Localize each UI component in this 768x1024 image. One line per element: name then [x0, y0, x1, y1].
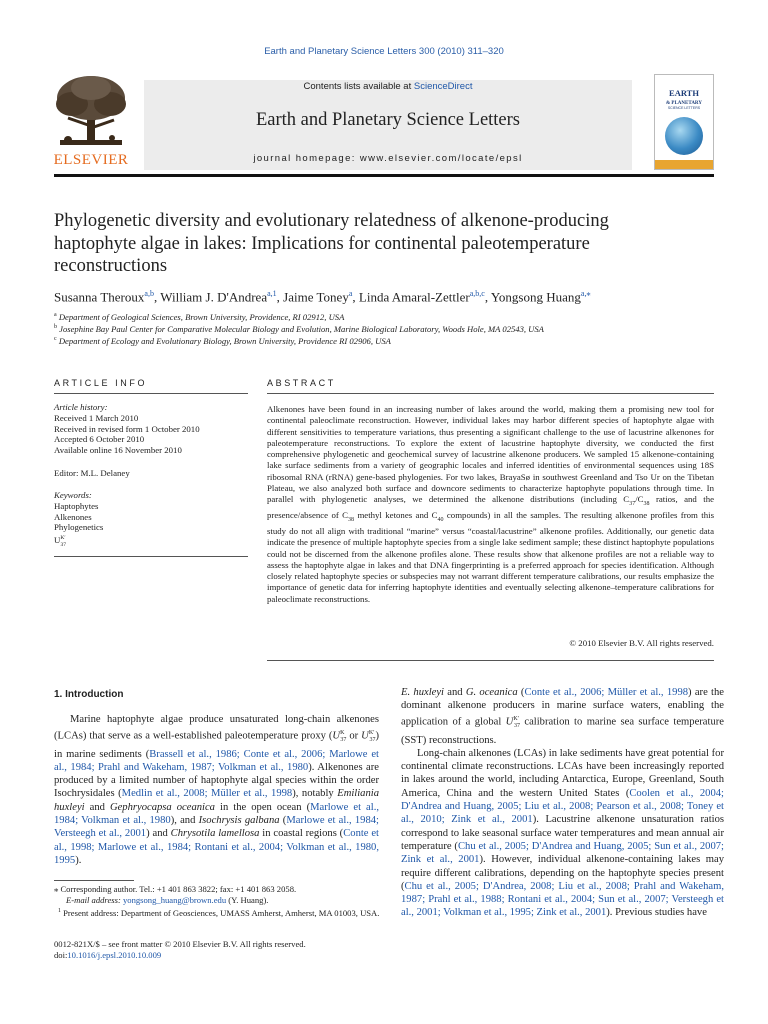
revised-date: Received in revised form 1 October 2010: [54, 423, 200, 434]
affiliation-c: $^c$ Department of Ecology and Evolutionary Biology, Brown University, Providence RI 02906, USA: [54, 336, 391, 346]
author-name[interactable]: Linda Amaral-Zettler: [358, 289, 470, 305]
author-affiliation-marker[interactable]: a: [348, 289, 353, 298]
keyword[interactable]: Haptophytes: [54, 500, 99, 511]
paragraph: Long-chain alkenones (LCAs) in lake sediments have great potential for continental climate reconstructions. LCAs have been increasingly reported in lakes around the world, including Antarctica, Europe, Greenland, South America, China and the western United States (Coolen et al., 2004; D'Andrea and Huang, 2005; Liu et al., 2008; Pearson et al., 2008; Toney et al., 2010; Zink et al., 2001). Lacustrine alkenone unsaturation ratios correspond to lake seasonal surface water temperatures and mean annual air temperature (Chu et al., 2005; D'Andrea and Huang, 2005; Sun et al., 2007; Zink et al., 2001). However, individual alkenone-containing lakes may require different calibrations, depending on the haptophyte species present (Chu et al., 2005; D'Andrea, 2008; Liu et al., 2008; Prahl and Wakeham, 1987; Prahl et al., 1988; Rontani et al., 2004; Sun et al., 2007; Versteegh et al., 2001; Volkman et al., 1995; Zink et al., 2001). Previous studies have: [401, 747, 725, 919]
section-heading: 1. Introduction: [54, 689, 124, 700]
author-affiliation-marker[interactable]: a,b: [144, 289, 154, 298]
issn-line: 0012-821X/$ – see front matter © 2010 Elsevier B.V. All rights reserved.: [54, 939, 306, 949]
author-name[interactable]: Susanna Theroux: [54, 289, 145, 305]
affiliation-a: $^a$ Department of Geological Sciences, Brown University, Providence, RI 02912, USA: [54, 312, 345, 322]
abstract-heading: ABSTRACT: [267, 378, 336, 388]
keywords: [54, 490, 254, 551]
received-date: Received 1 March 2010: [54, 412, 139, 423]
affiliation-b-text: Josephine Bay Paul Center for Comparative Molecular Biology and Evolution, Marine Biological Laboratory, Woods Hole, MA 02543, USA: [59, 324, 544, 334]
homepage-prefix: journal homepage:: [253, 153, 360, 164]
citation-link[interactable]: Conte et al., 1998; Marlowe et al., 1984; Rontani et al., 2004; Volkman et al., 1980, 1995: [54, 828, 380, 866]
present-address-note: $^1$ Present address: Department of Geosciences, UMASS Amherst, Amherst, MA 01003, USA.: [58, 907, 380, 918]
cover-title-line-2: & PLANETARY: [666, 101, 702, 106]
email-note: E-mail address: yongsong_huang@brown.edu (Y. Huang).: [66, 895, 269, 905]
affiliation-a-text: Department of Geological Sciences, Brown University, Providence, RI 02912, USA: [58, 312, 345, 322]
citation-link[interactable]: Marlowe et al., 1984; Versteegh et al., 2001: [54, 815, 379, 840]
history-label: Article history:: [54, 402, 108, 412]
body-column-left: [54, 688, 379, 867]
author-name[interactable]: Jaime Toney: [283, 289, 349, 305]
copyright: © 2010 Elsevier B.V. All rights reserved.: [569, 638, 714, 648]
doi-link[interactable]: 10.1016/j.epsl.2010.10.009: [67, 950, 162, 960]
paper-title: Phylogenetic diversity and evolutionary relatedness of alkenone-producing haptophyte algae in lakes: Implications for continental paleotemperature reconstructions: [54, 211, 609, 276]
paragraph: Marine haptophyte algae produce unsaturated long-chain alkenones (LCAs) that serve as a well-established paleotemperature proxy ($U^K_{37}$ or $U^{K'}_{37}$) in marine sediments (Brassell et al., 1986; Conte et al., 2006; Marlowe et al., 1984; Prahl and Wakeham, 1987; Volkman et al., 1980). Alkenones are produced by a limited number of haptophyte algal species within the order Isochrysidales (Medlin et al., 2008; Müller et al., 1998), notably Emiliania huxleyi and Gephryocapsa oceanica in the open ocean (Marlowe et al., 1984; Volkman et al., 1980), and Isochrysis galbana (Marlowe et al., 1984; Versteegh et al., 2001) and Chrysotila lamellosa in coastal regions (Conte et al., 1998; Marlowe et al., 1984; Rontani et al., 2004; Volkman et al., 1980, 1995).: [54, 714, 380, 866]
info-rule: [54, 393, 248, 394]
globe-icon: [665, 117, 703, 155]
citation-link[interactable]: Brassell et al., 1986; Conte et al., 2006; Marlowe et al., 1984; Prahl and Wakeham, 1987; Volkman et al., 1980: [54, 748, 379, 773]
abstract-rule: [267, 393, 714, 394]
keyword[interactable]: $U^{K'}_{37}$: [54, 535, 67, 548]
citation-link[interactable]: Marlowe et al., 1984; Volkman et al., 1980: [54, 801, 379, 827]
citation-link[interactable]: Chu et al., 2005; D'Andrea and Huang, 2005; Sun et al., 2007; Zink et al., 2001: [401, 840, 724, 866]
sciencedirect-link[interactable]: ScienceDirect: [413, 81, 473, 92]
paragraph: E. huxleyi and G. oceanica (Conte et al., 2006; Müller et al., 1998) are the dominant alkenone producers in marine surface waters, enabling the application of a global $U^{K'}_{37}$ calibration to marine sea surface temperature (SST) reconstructions.: [401, 687, 725, 746]
elsevier-wordmark: ELSEVIER: [53, 152, 129, 168]
author-affiliation-marker[interactable]: a,b,c: [469, 289, 485, 298]
cover-band: [655, 160, 713, 169]
accepted-date: Accepted 6 October 2010: [54, 434, 145, 445]
article-info-heading: ARTICLE INFO: [54, 378, 148, 388]
elsevier-logo[interactable]: [50, 74, 132, 170]
header-rule: [54, 174, 714, 177]
editor: Editor: M.L. Delaney: [54, 468, 130, 478]
author-affiliation-marker[interactable]: a,⁎: [580, 289, 591, 298]
info-rule-bottom: [54, 556, 248, 557]
email-link[interactable]: yongsong_huang@brown.edu: [122, 895, 227, 905]
corresponding-author-note: ⁎ Corresponding author. Tel.: +1 401 863 3822; fax: +1 401 863 2058.: [54, 884, 297, 894]
contents-prefix: Contents lists available at: [303, 81, 414, 92]
contents-line: [144, 81, 632, 92]
affiliation-b: $^b$ Josephine Bay Paul Center for Comparative Molecular Biology and Evolution, Marine Biological Laboratory, Woods Hole, MA 02543, USA: [54, 324, 544, 334]
citation-link[interactable]: Coolen et al., 2004; D'Andrea and Huang, 2005; Liu et al., 2008; Pearson et al., 2008; Toney et al., 2010; Zink et al., 2001: [401, 787, 725, 826]
author-name[interactable]: William J. D'Andrea: [160, 289, 268, 305]
journal-cover-image[interactable]: [654, 74, 714, 170]
keyword[interactable]: Phylogenetics: [54, 522, 104, 533]
footnote-rule: [54, 880, 134, 881]
citation-link[interactable]: Chu et al., 2005; D'Andrea, 2008; Liu et al., 2008; Prahl and Wakeham, 1987; Prahl et al., 1988; Rontani et al., 2004; Sun et al., 2007; Versteegh et al., 2001; Volkman et al., 1995; Zink et al., 2001: [401, 880, 724, 919]
cover-subtitle: SCIENCE LETTERS: [667, 106, 701, 110]
body-column-right: [401, 686, 724, 920]
journal-citation[interactable]: Earth and Planetary Science Letters 300 (2010) 311–320: [264, 46, 504, 57]
affiliation-c-text: Department of Ecology and Evolutionary Biology, Brown University, Providence RI 02906, USA: [58, 336, 391, 346]
keywords-label: Keywords:: [54, 490, 92, 500]
author-list: Susanna Theroux$^{a,b}$, William J. D'Andrea$^{a,1}$, Jaime Toney$^a$, Linda Amaral-Zettler$^{a,b,c}$, Yongsong Huang$^{a,⁎}$: [54, 289, 591, 305]
elsevier-tree-icon: [50, 74, 132, 152]
doi-line: doi:10.1016/j.epsl.2010.10.009: [54, 950, 162, 960]
email-label: E-mail address:: [66, 895, 123, 905]
author-affiliation-marker[interactable]: a,1: [267, 289, 277, 298]
author-name[interactable]: Yongsong Huang: [490, 289, 581, 305]
citation-link[interactable]: Conte et al., 2006; Müller et al., 1998: [524, 687, 689, 698]
homepage-link[interactable]: www.elsevier.com/locate/epsl: [359, 153, 523, 164]
journal-homepage: [144, 153, 632, 164]
abstract-text: Alkenones have been found in an increasing number of lakes around the world, making them a promising new tool for continental paleoclimate reconstruction. However, individual lakes may harbor different species of haptophyte algae with different sensitivities to temperature variations, thus presenting a significant challenge to the use of lacustrine alkenones for paleotemperature reconstructions. To explore the extent of lacustrine haptophyte diversity, we conducted the first comprehensive phylogenetic and geochemical survey of lacustrine alkenone producers. We sampled 15 alkenone-containing lake surface sediments from a variety of geographic locales and inferred identities of environmental sequences using 18S ribosomal RNA (rRNA) gene-based phylogenies. For two lakes, BrayaSø in southwest Greenland and Tso Ur on the Tibetan Plateau, we also analyzed both surface and downcore sediments to characterize haptophyte populations through time. In parallel with phylogenetic analyses, we determined the alkenone distributions (including $C_{37}/C_{38}$ ratios, and the presence/absence of $C_{38}$ methyl ketones and $C_{40}$ compounds) in all the samples. The resulting alkenone profiles from this study do not all align with traditional “marine” versus “coastal/lacustrine” alkenone profiles. Additionally, our genetic data indicate the presence of multiple haptophyte species from a single lake sediment sample; these distinct haptophyte populations could not be discerned from the alkenone profiles alone. These results show that alkenone profiles are not a reliable way to assess the haptophyte algae in lakes and that DNA fingerprinting is a preferred approach for species identification. Although closely related haptophyte species or subspecies may not warrant different temperature calibrations, our results emphasize the importance of genetic data for inferring haptophyte identities and eventually selecting alkenone–temperature calibrations for paleoclimate reconstructions.: [267, 404, 715, 604]
article-history: [54, 402, 254, 456]
journal-name: Earth and Planetary Science Letters: [255, 110, 521, 130]
cover-title-line-1: EARTH: [669, 88, 699, 98]
keyword[interactable]: Alkenones: [54, 511, 92, 522]
abstract-rule-bottom: [267, 660, 714, 661]
online-date: Available online 16 November 2010: [54, 445, 182, 456]
citation-link[interactable]: Medlin et al., 2008; Müller et al., 1998: [121, 788, 293, 800]
